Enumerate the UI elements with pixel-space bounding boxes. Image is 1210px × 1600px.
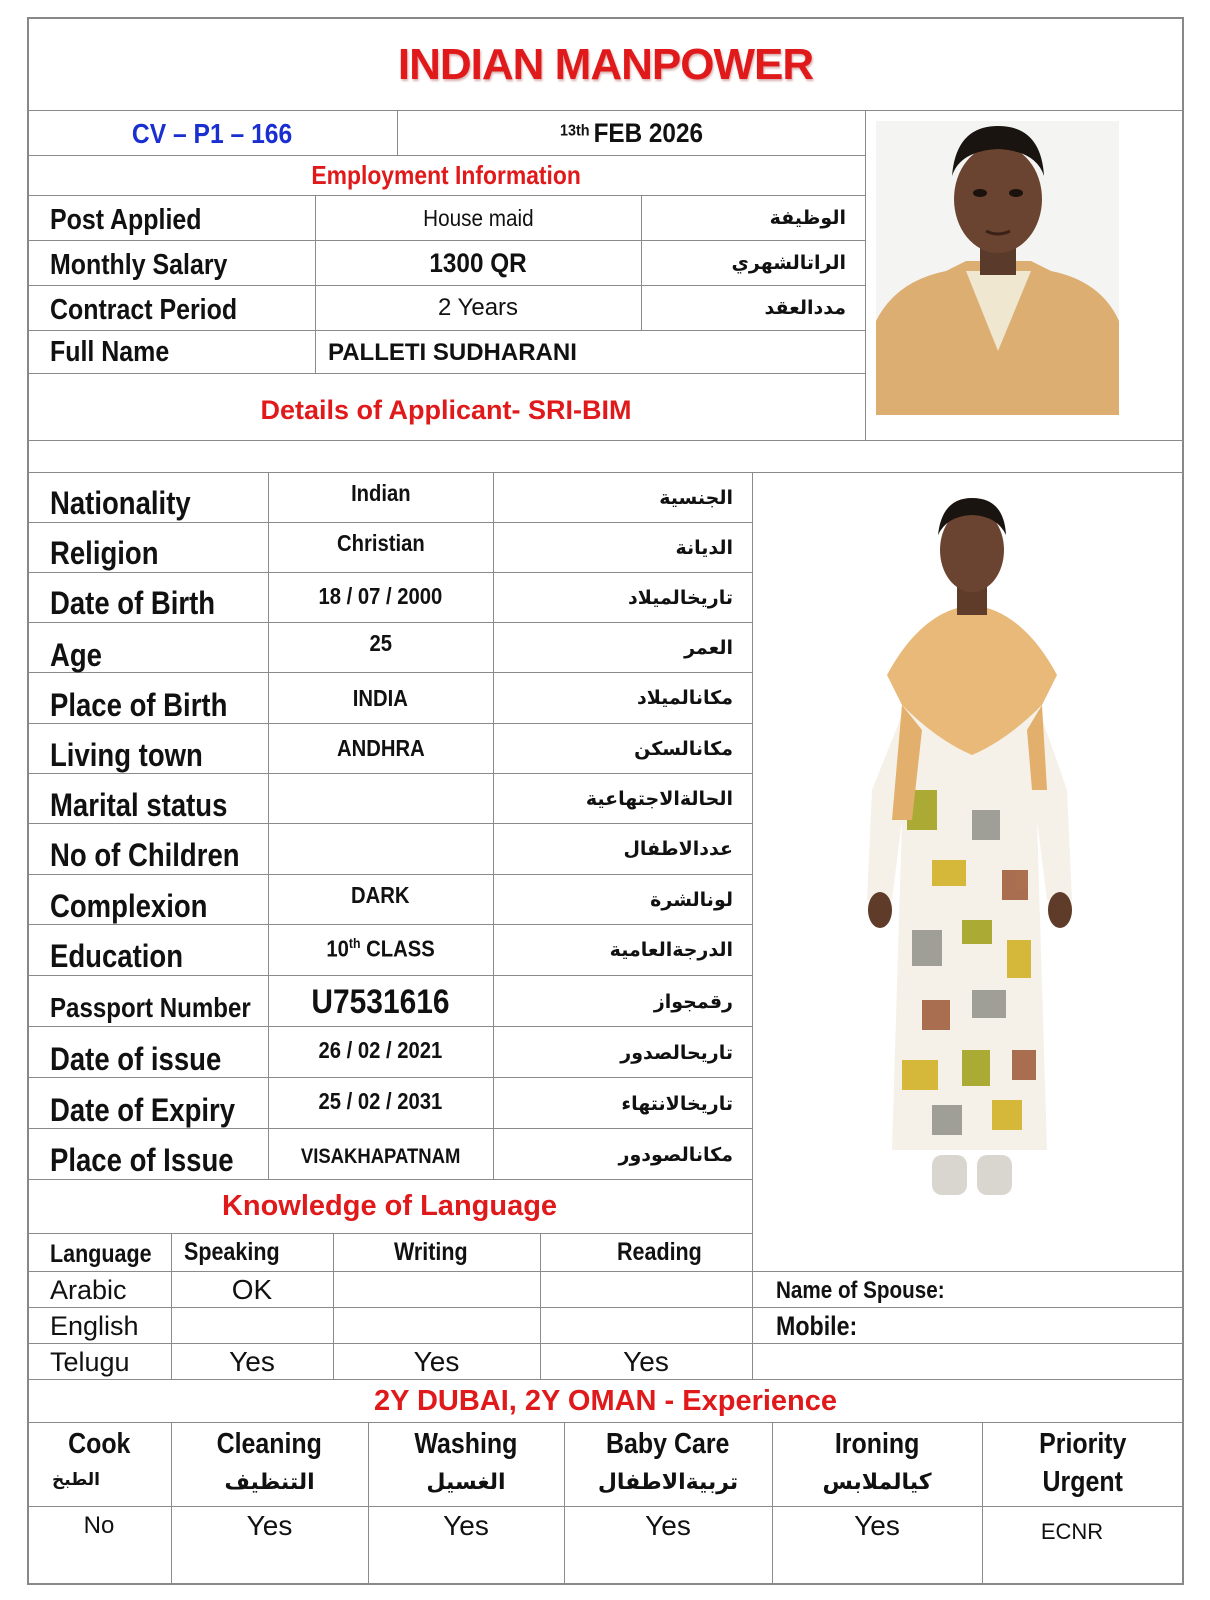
mobile-label: Mobile: [776,1310,858,1341]
cv-date: 13th FEB 2026 [559,118,703,148]
employment-heading: Employment Information [311,160,581,190]
applicant-headshot-photo [876,121,1119,415]
page-title: INDIAN MANPOWER [397,40,814,89]
experience-heading: 2Y DUBAI, 2Y OMAN - Experience [373,1384,838,1417]
applicant-heading: Details of Applicant- SRI-BIM [260,394,632,425]
language-heading: Knowledge of Language [221,1189,558,1222]
cv-code: CV – P1 – 166 [131,117,293,149]
spouse-label: Name of Spouse: [776,1277,945,1304]
applicant-full-body-photo [832,490,1112,1220]
